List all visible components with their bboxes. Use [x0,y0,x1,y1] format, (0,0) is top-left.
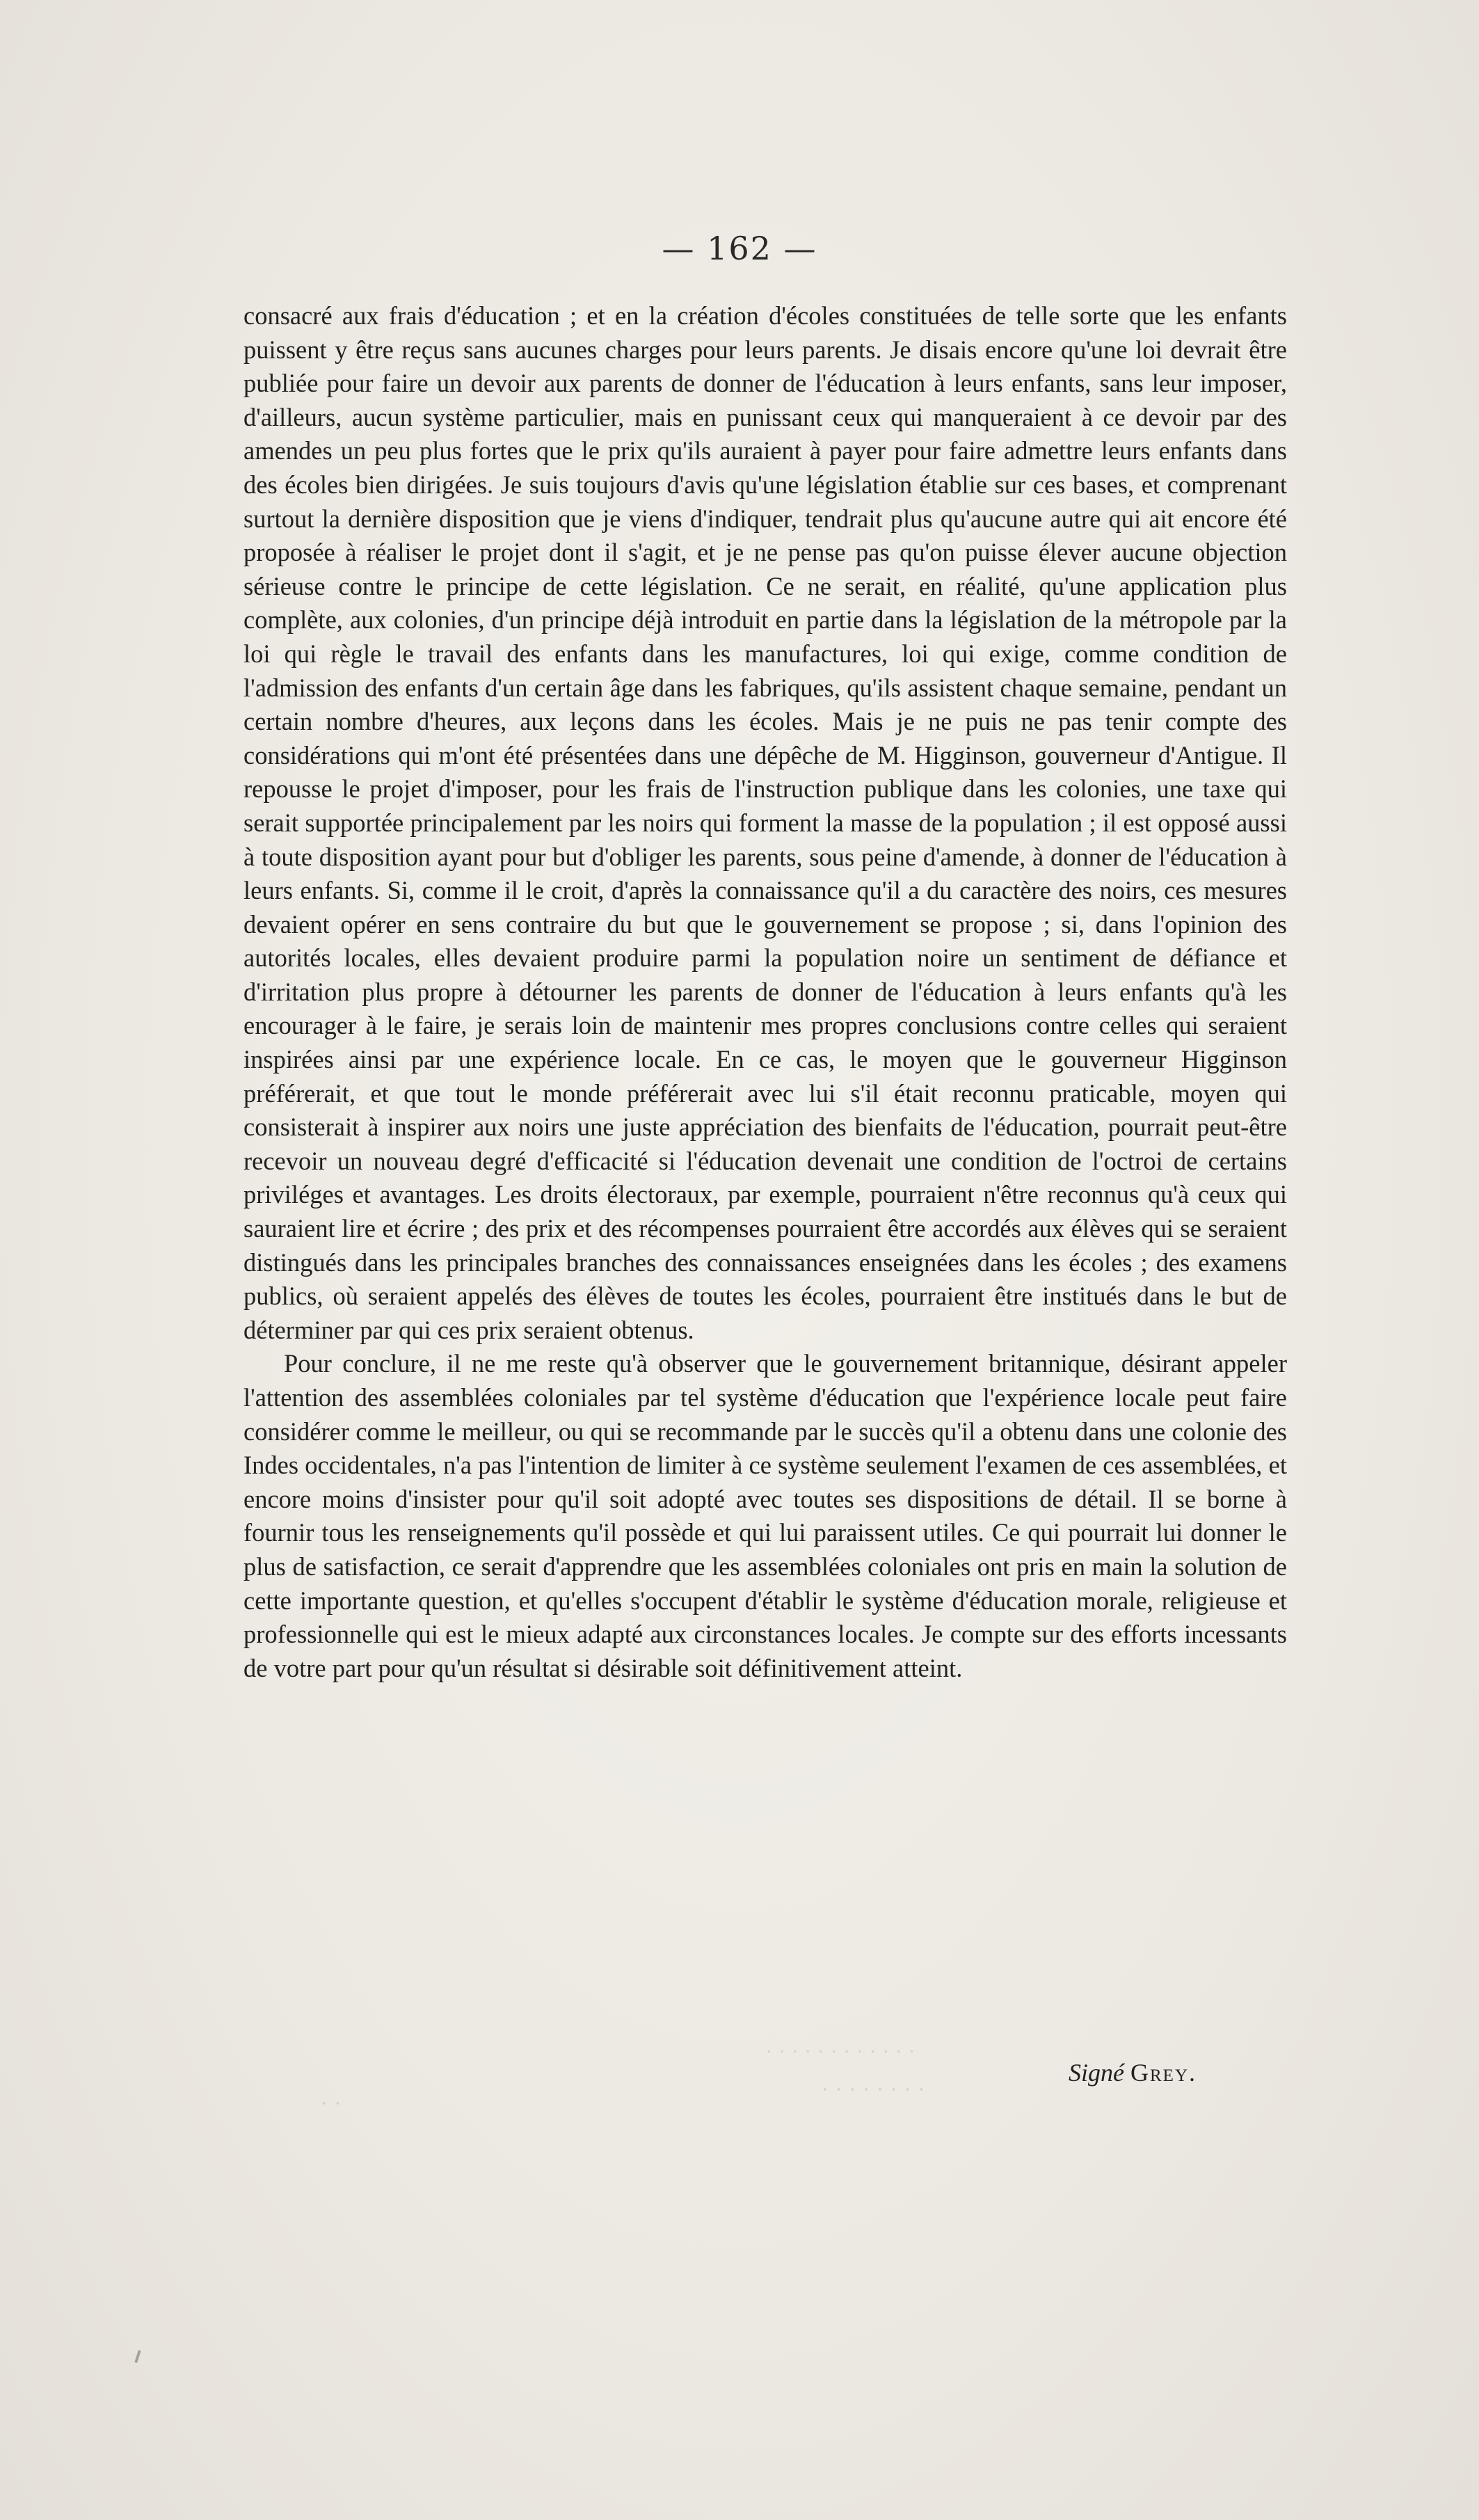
signature-label: Signé [1069,2059,1124,2087]
signature-name: Grey. [1130,2059,1197,2087]
body-text [243,299,1287,1685]
bleed-through-shadow: · · · · · · · · · · · · [765,2039,916,2064]
paragraph-2: Pour conclure, il ne me reste qu'à observer que le gouvernement britannique, désirant appeler l'attention des assemblées coloniales par tel système d'éducation que l'expérience locale peut faire considérer comme le meilleur, ou qui se recommande par le succès qu'il a obtenu dans une colonie des Indes occidentales, n'a pas l'intention de limiter à ce système seulement l'examen de ces assemblées, et encore moins d'insister pour qu'il soit adopté avec toutes ses dispositions de détail. Il se borne à fournir tous les renseignements qu'il possède et qui lui paraissent utiles. Ce qui pourrait lui donner le plus de satisfaction, ce serait d'apprendre que les assemblées coloniales ont pris en main la solution de cette importante question, et qu'elles s'occupent d'établir le système d'éducation morale, religieuse et professionnelle qui est le mieux adapté aux circonstances locales. Je compte sur des efforts incessants de votre part pour qu'un résultat si désirable soit définitivement atteint. [243,1349,1287,1682]
paper-speck [134,2350,141,2363]
paragraph-1: consacré aux frais d'éducation ; et en la création d'écoles constituées de telle sorte que les enfants puissent y être reçus sans aucunes charges pour leurs parents. Je disais encore qu'une loi devrait être publiée pour faire un devoir aux parents de donner de l'éducation à leurs enfants, sans leur imposer, d'ailleurs, aucun système particulier, mais en punissant ceux qui manqueraient à ce devoir par des amendes un peu plus fortes que le prix qu'ils auraient à payer pour faire admettre leurs enfants dans des écoles bien dirigées. Je suis toujours d'avis qu'une législation établie sur ces bases, et comprenant surtout la dernière disposition que je viens d'indiquer, tendrait plus qu'aucune autre qui ait encore été proposée à réaliser le projet dont il s'agit, et je ne pense pas qu'on puisse élever aucune objection sérieuse contre le principe de cette législation. Ce ne serait, en réalité, qu'une application plus complète, aux colonies, d'un principe déjà introduit en partie dans la législation de la métropole par la loi qui règle le travail des enfants dans les manufactures, loi qui exige, comme condition de l'admission des enfants d'un certain âge dans les fabriques, qu'ils assistent chaque semaine, pendant un certain nombre d'heures, aux leçons dans les écoles. Mais je ne puis ne pas tenir compte des considérations qui m'ont été présentées dans une dépêche de M. Higginson, gouverneur d'Antigue. Il repousse le projet d'imposer, pour les frais de l'instruction publique dans les colonies, une taxe qui serait supportée principalement par les noirs qui forment la masse de la population ; il est opposé aussi à toute disposition ayant pour but d'obliger les parents, sous peine d'amende, à donner de l'éducation à leurs enfants. Si, comme il le croit, d'après la connaissance qu'il a du caractère des noirs, ces mesures devaient opérer en sens contraire du but que le gouvernement se propose ; si, dans l'opinion des autorités locales, elles devaient produire parmi la population noire un sentiment de défiance et d'irritation plus propre à détourner les parents de donner de l'éducation à leurs enfants qu'à les encourager à le faire, je serais loin de maintenir mes propres conclusions contre celles qui seraient inspirées ainsi par une expérience locale. En ce cas, le moyen que le gouverneur Higginson préférerait, et que tout le monde préférerait avec lui s'il était reconnu praticable, moyen qui consisterait à inspirer aux noirs une juste appréciation des bienfaits de l'éducation, pourrait peut-être recevoir un nouveau degré d'efficacité si l'éducation devenait une condition de l'octroi de certains priviléges et avantages. Les droits électoraux, par exemple, pourraient n'être reconnus qu'à ceux qui sauraient lire et écrire ; des prix et des récompenses pourraient être accordés aux élèves qui se seraient distingués dans les principales branches des connaissances enseignées dans les écoles ; des examens publics, où seraient appelés des élèves de toutes les écoles, pourraient être institués dans le but de déterminer par qui ces prix seraient obtenus. [243,301,1287,1344]
signature [904,2058,1197,2087]
bleed-through-shadow: · · · · · · · · [821,2077,926,2103]
bleed-through-shadow: · · [320,2091,342,2116]
page-number: — 162 — [662,230,817,267]
